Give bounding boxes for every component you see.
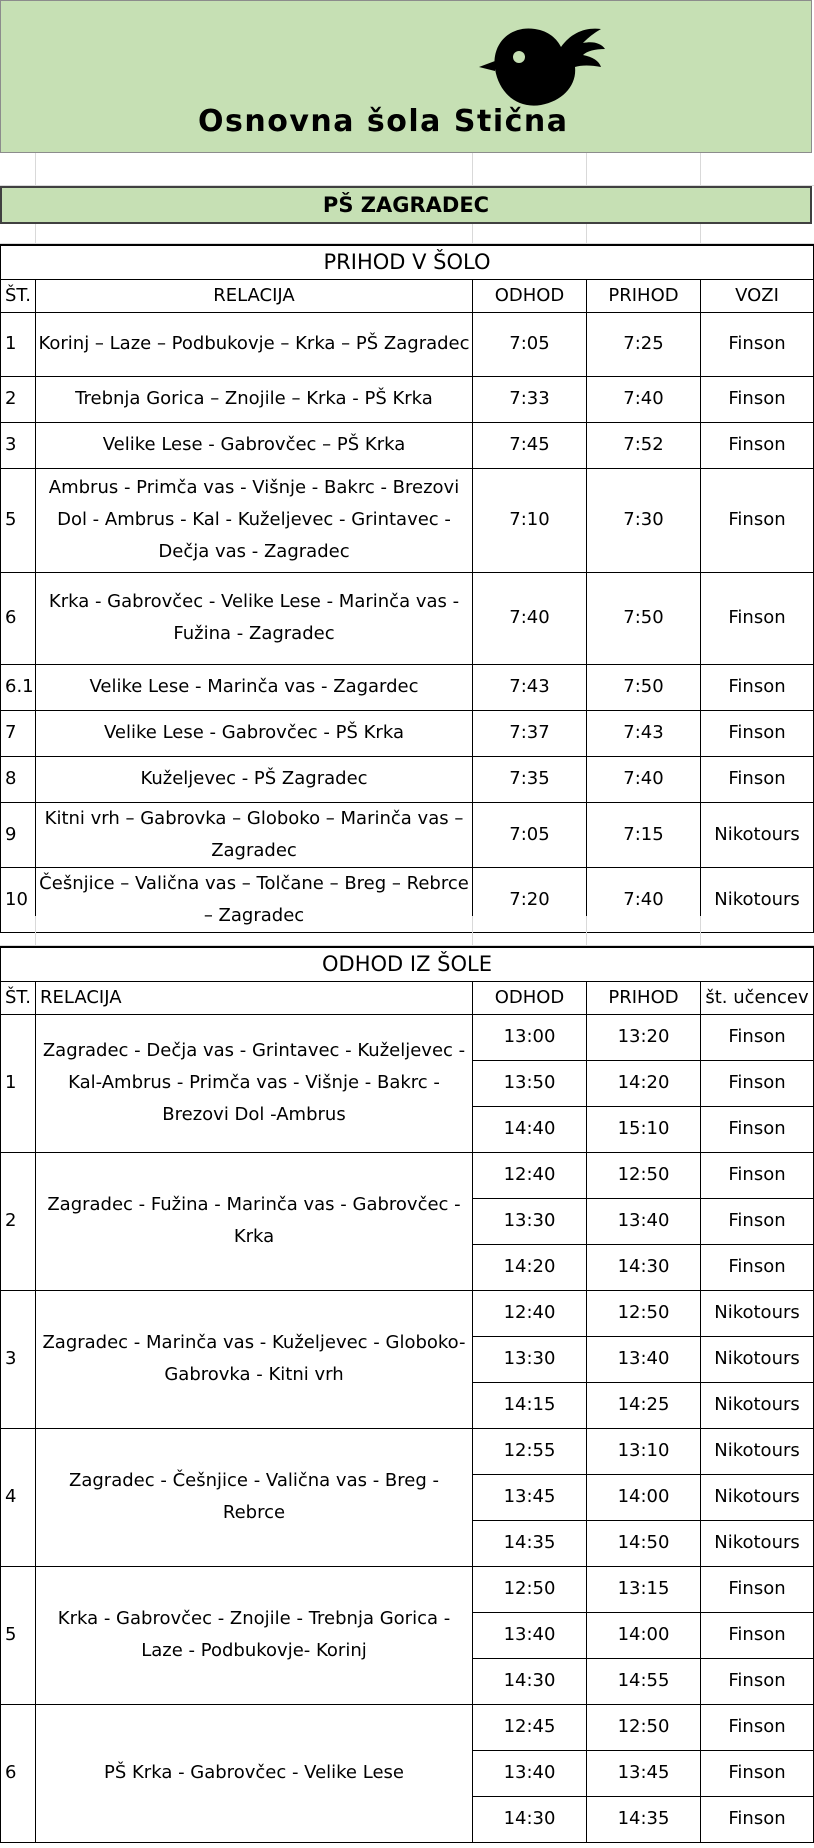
route-number: 9 [1, 802, 36, 867]
arrival-time: 7:40 [587, 376, 701, 422]
route-number: 10 [1, 867, 36, 932]
col-header-students: št. učencev [701, 981, 814, 1014]
departure-time: 13:00 [473, 1014, 587, 1060]
arrival-time: 14:55 [587, 1658, 701, 1704]
operator: Finson [701, 710, 814, 756]
col-header-departure: ODHOD [473, 279, 587, 312]
route-stops: Krka - Gabrovčec - Znojile - Trebnja Gorica - Laze - Podbukovje- Korinj [36, 1566, 473, 1704]
table-row [1, 422, 814, 468]
table-row [1, 1290, 814, 1336]
operator: Finson [701, 376, 814, 422]
grid-spacer-row [0, 224, 814, 244]
table-row [1, 572, 814, 664]
departure-time: 13:30 [473, 1336, 587, 1382]
col-header-route: RELACIJA [36, 279, 473, 312]
operator: Nikotours [701, 1474, 814, 1520]
arrival-time: 13:40 [587, 1336, 701, 1382]
departure-time: 14:40 [473, 1106, 587, 1152]
route-stops: Zagradec - Češnjice - Valična vas - Breg - Rebrce [36, 1428, 473, 1566]
arrival-time: 7:43 [587, 710, 701, 756]
col-header-route: RELACIJA [36, 981, 473, 1014]
col-header-no: ŠT. [1, 981, 36, 1014]
departure-time: 7:43 [473, 664, 587, 710]
route-number: 3 [1, 1290, 36, 1428]
route-stops: Kuželjevec - PŠ Zagradec [36, 756, 473, 802]
table-row [1, 1566, 814, 1612]
route-stops: Trebnja Gorica – Znojile – Krka - PŠ Krka [36, 376, 473, 422]
operator: Finson [701, 1198, 814, 1244]
school-header [0, 0, 812, 153]
departure-title: ODHOD IZ ŠOLE [1, 947, 814, 981]
departure-time: 7:35 [473, 756, 587, 802]
table-row [1, 664, 814, 710]
school-name: Osnovna šola Stična [198, 104, 569, 139]
arrival-time: 7:40 [587, 867, 701, 932]
arrival-time: 13:20 [587, 1014, 701, 1060]
operator: Nikotours [701, 1428, 814, 1474]
departure-time: 7:05 [473, 802, 587, 867]
operator: Finson [701, 1704, 814, 1750]
arrival-time: 7:52 [587, 422, 701, 468]
departure-time: 14:30 [473, 1796, 587, 1842]
arrival-header-row [1, 279, 814, 312]
route-number: 4 [1, 1428, 36, 1566]
operator: Finson [701, 468, 814, 572]
route-number: 5 [1, 1566, 36, 1704]
arrival-time: 7:40 [587, 756, 701, 802]
col-header-operator: VOZI [701, 279, 814, 312]
operator: Finson [701, 1152, 814, 1198]
operator: Finson [701, 1796, 814, 1842]
table-row [1, 1014, 814, 1060]
arrival-time: 14:00 [587, 1474, 701, 1520]
route-number: 1 [1, 312, 36, 376]
operator: Nikotours [701, 1520, 814, 1566]
arrival-table [0, 244, 814, 933]
departure-time: 7:40 [473, 572, 587, 664]
arrival-time: 7:30 [587, 468, 701, 572]
departure-table [0, 946, 814, 1843]
departure-time: 14:35 [473, 1520, 587, 1566]
route-stops: Češnjice – Valična vas – Tolčane – Breg – Rebrce – Zagradec [36, 867, 473, 932]
route-stops: Zagradec - Marinča vas - Kuželjevec - Globoko- Gabrovka - Kitni vrh [36, 1290, 473, 1428]
table-row [1, 376, 814, 422]
departure-time: 12:45 [473, 1704, 587, 1750]
departure-time: 13:50 [473, 1060, 587, 1106]
school-unit-title: PŠ ZAGRADEC [0, 186, 812, 224]
arrival-time: 12:50 [587, 1290, 701, 1336]
arrival-time: 13:10 [587, 1428, 701, 1474]
operator: Finson [701, 1658, 814, 1704]
departure-header-row [1, 981, 814, 1014]
table-row [1, 1428, 814, 1474]
arrival-time: 12:50 [587, 1704, 701, 1750]
operator: Finson [701, 1014, 814, 1060]
col-header-arrival: PRIHOD [587, 981, 701, 1014]
operator: Finson [701, 312, 814, 376]
table-row [1, 802, 814, 867]
route-stops: Krka - Gabrovčec - Velike Lese - Marinča vas - Fužina - Zagradec [36, 572, 473, 664]
route-stops: Ambrus - Primča vas - Višnje - Bakrc - Brezovi Dol - Ambrus - Kal - Kuželjevec - Grintavec - Dečja vas - Zagradec [36, 468, 473, 572]
operator: Finson [701, 1612, 814, 1658]
route-stops: Kitni vrh – Gabrovka – Globoko – Marinča vas – Zagradec [36, 802, 473, 867]
departure-time: 7:05 [473, 312, 587, 376]
departure-time: 7:33 [473, 376, 587, 422]
departure-time: 12:50 [473, 1566, 587, 1612]
operator: Nikotours [701, 1290, 814, 1336]
arrival-time: 14:35 [587, 1796, 701, 1842]
operator: Nikotours [701, 1336, 814, 1382]
col-header-departure: ODHOD [473, 981, 587, 1014]
operator: Finson [701, 1106, 814, 1152]
arrival-time: 14:30 [587, 1244, 701, 1290]
operator: Finson [701, 664, 814, 710]
grid-spacer-row [0, 916, 814, 946]
route-stops: Velike Lese - Marinča vas - Zagardec [36, 664, 473, 710]
departure-time: 14:20 [473, 1244, 587, 1290]
departure-time: 14:15 [473, 1382, 587, 1428]
route-number: 2 [1, 376, 36, 422]
arrival-time: 7:15 [587, 802, 701, 867]
operator: Finson [701, 572, 814, 664]
route-number: 7 [1, 710, 36, 756]
table-row [1, 1152, 814, 1198]
arrival-time: 14:00 [587, 1612, 701, 1658]
route-number: 1 [1, 1014, 36, 1152]
route-stops: Zagradec - Dečja vas - Grintavec - Kuželjevec - Kal-Ambrus - Primča vas - Višnje - Bakrc - Brezovi Dol -Ambrus [36, 1014, 473, 1152]
operator: Nikotours [701, 1382, 814, 1428]
route-number: 8 [1, 756, 36, 802]
arrival-time: 13:45 [587, 1750, 701, 1796]
arrival-time: 13:40 [587, 1198, 701, 1244]
departure-time: 7:45 [473, 422, 587, 468]
route-stops: Korinj – Laze – Podbukovje – Krka – PŠ Zagradec [36, 312, 473, 376]
operator: Finson [701, 1566, 814, 1612]
table-row [1, 1704, 814, 1750]
departure-time: 13:40 [473, 1612, 587, 1658]
route-stops: PŠ Krka - Gabrovčec - Velike Lese [36, 1704, 473, 1842]
arrival-time: 13:15 [587, 1566, 701, 1612]
route-stops: Velike Lese - Gabrovčec – PŠ Krka [36, 422, 473, 468]
operator: Finson [701, 1244, 814, 1290]
route-number: 5 [1, 468, 36, 572]
departure-time: 7:10 [473, 468, 587, 572]
arrival-title: PRIHOD V ŠOLO [1, 245, 814, 279]
arrival-time: 12:50 [587, 1152, 701, 1198]
table-row [1, 756, 814, 802]
departure-time: 12:40 [473, 1290, 587, 1336]
operator: Finson [701, 1060, 814, 1106]
col-header-arrival: PRIHOD [587, 279, 701, 312]
route-stops: Velike Lese - Gabrovčec - PŠ Krka [36, 710, 473, 756]
operator: Finson [701, 422, 814, 468]
operator: Nikotours [701, 802, 814, 867]
arrival-time: 7:50 [587, 572, 701, 664]
route-number: 2 [1, 1152, 36, 1290]
route-number: 6 [1, 572, 36, 664]
arrival-time: 14:25 [587, 1382, 701, 1428]
table-row [1, 468, 814, 572]
arrival-time: 14:20 [587, 1060, 701, 1106]
departure-time: 13:45 [473, 1474, 587, 1520]
route-number: 6 [1, 1704, 36, 1842]
route-stops: Zagradec - Fužina - Marinča vas - Gabrovčec - Krka [36, 1152, 473, 1290]
operator: Nikotours [701, 867, 814, 932]
col-header-no: ŠT. [1, 279, 36, 312]
operator: Finson [701, 756, 814, 802]
departure-time: 13:40 [473, 1750, 587, 1796]
grid-spacer-row [0, 153, 814, 186]
arrival-time: 14:50 [587, 1520, 701, 1566]
departure-time: 14:30 [473, 1658, 587, 1704]
operator: Finson [701, 1750, 814, 1796]
departure-time: 7:37 [473, 710, 587, 756]
departure-time: 12:40 [473, 1152, 587, 1198]
arrival-time: 15:10 [587, 1106, 701, 1152]
bird-icon [477, 19, 607, 111]
departure-time: 13:30 [473, 1198, 587, 1244]
route-number: 6.1 [1, 664, 36, 710]
arrival-time: 7:25 [587, 312, 701, 376]
arrival-time: 7:50 [587, 664, 701, 710]
table-row [1, 710, 814, 756]
departure-time: 7:20 [473, 867, 587, 932]
route-number: 3 [1, 422, 36, 468]
departure-time: 12:55 [473, 1428, 587, 1474]
table-row [1, 312, 814, 376]
